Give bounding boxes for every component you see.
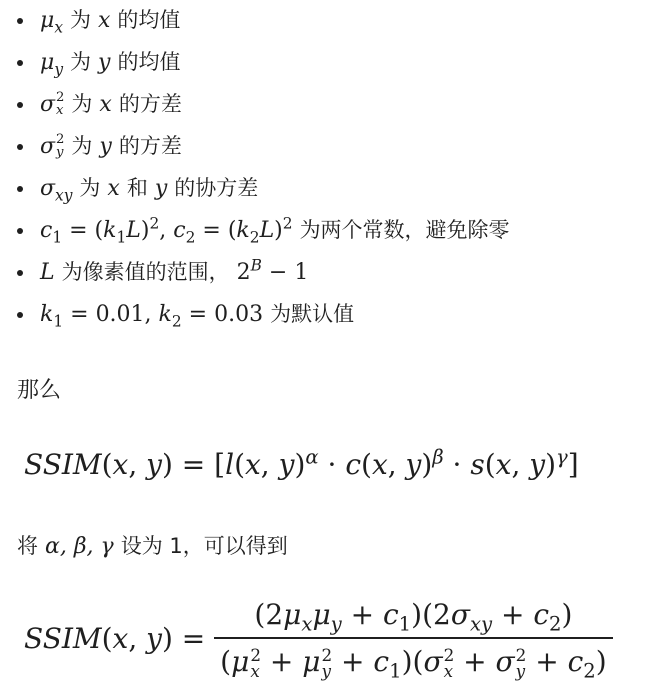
fraction-denominator: (μ 2 x + μ 2 y + $c_1)(\sigma$ 2 x + σ 2 y + $c_2$) bbox=[214, 637, 613, 679]
list-text: 为 bbox=[71, 134, 93, 158]
bullet-dot bbox=[17, 144, 23, 150]
math-sigma-x-sq: σ 2 x bbox=[40, 90, 65, 118]
list-text: 的均值 bbox=[117, 50, 181, 74]
list-text: 的协方差 bbox=[174, 176, 259, 200]
list-text: 的均值 bbox=[117, 8, 181, 32]
list-text: 的方差 bbox=[118, 92, 182, 116]
math-sigma-xy: $\sigma_{xy}$ bbox=[40, 176, 73, 205]
ssim-fraction bbox=[214, 598, 613, 683]
bullet-dot bbox=[17, 270, 23, 276]
math-mu-x: $\mu_x$ bbox=[40, 8, 63, 37]
math-var: x bbox=[98, 8, 111, 33]
list-text: 的方差 bbox=[118, 134, 182, 158]
math-var: y bbox=[98, 50, 111, 75]
list-text: 为 bbox=[70, 8, 91, 32]
list-text: 为两个常数，避免除零 bbox=[299, 218, 510, 242]
paragraph-then: 那么 bbox=[17, 378, 62, 403]
bullet-dot bbox=[17, 312, 23, 318]
ssim-simplified-formula: SSIM(x, y) = $(2\mu_x\mu_y + c_1)(2\sigma_{xy} + c_2)$ (μ 2 x + μ 2 y + $c_1)(\sigma$ 2 x + σ 2 y + $c_2$) bbox=[24, 598, 613, 679]
bullet-dot bbox=[17, 60, 23, 66]
bullet-dot bbox=[17, 186, 23, 192]
math-range: $2^B - 1$ bbox=[236, 256, 309, 285]
math-var: y bbox=[154, 176, 168, 201]
list-text: 为默认值 bbox=[270, 302, 355, 326]
math-k-values: $k_1 = 0.01$, $k_2 = 0.03$ bbox=[40, 302, 264, 331]
list-text: 为 bbox=[70, 50, 92, 74]
math-greek-params: α, β, γ bbox=[45, 534, 114, 559]
bullet-dot bbox=[17, 18, 23, 24]
fraction-numerator: $(2\mu_x\mu_y + c_1)(2\sigma_{xy} + c_2)$ bbox=[254, 598, 573, 636]
paragraph-text: 设为 1，可以得到 bbox=[120, 534, 288, 558]
list-text: 为像素值的范围， bbox=[61, 260, 230, 284]
ssim-general-formula: SSIM(x, y) = [l(x, y)$^\alpha$ · c(x, y)$^\beta$ · s(x, y)$^\gamma$] bbox=[24, 445, 579, 481]
math-c-constants: $c_1 = (k_1L)^2$, $c_2 = (k_2L)^2$ bbox=[40, 214, 293, 247]
bullet-dot bbox=[17, 228, 23, 234]
bullet-dot bbox=[17, 102, 23, 108]
math-L: L bbox=[40, 260, 55, 285]
math-mu-y: $\mu_y$ bbox=[40, 50, 64, 79]
math-var: x bbox=[107, 176, 120, 201]
paragraph-text: 将 bbox=[17, 534, 38, 558]
list-text: 和 bbox=[126, 176, 148, 200]
paragraph-set-one bbox=[17, 530, 288, 563]
list-text: 为 bbox=[71, 92, 93, 116]
math-var: y bbox=[99, 134, 112, 159]
math-var: x bbox=[99, 92, 112, 117]
list-text: 为 bbox=[79, 176, 101, 200]
math-sigma-y-sq: σ 2 y bbox=[40, 132, 65, 160]
